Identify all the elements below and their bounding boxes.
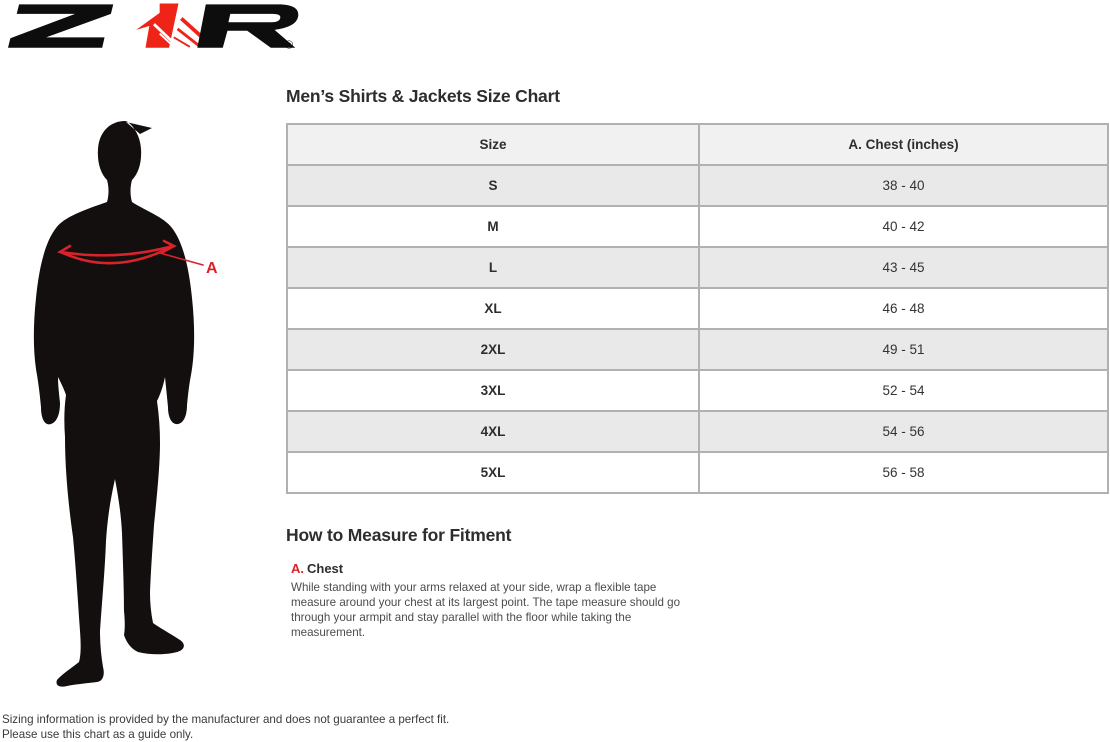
table-header-row [287,124,1108,165]
measurement-figure [14,113,220,691]
brand-logo [8,3,300,51]
table-row [287,165,1108,206]
size-cell: 2XL [287,329,699,370]
size-cell: XL [287,288,699,329]
footer-disclaimer-line1: Sizing information is provided by the manufacturer and does not guarantee a perfect fit. [2,713,449,728]
chest-cell: 40 - 42 [699,206,1108,247]
figure-label-a: A [206,260,218,277]
size-cell: M [287,206,699,247]
size-cell: 5XL [287,452,699,493]
measure-label-a: A. [291,561,304,576]
size-cell: L [287,247,699,288]
table-row [287,329,1108,370]
size-cell: S [287,165,699,206]
chest-column-header: A. Chest (inches) [699,124,1108,165]
size-cell: 3XL [287,370,699,411]
size-table [286,123,1109,494]
man-silhouette-icon [14,113,220,691]
page-title: Men’s Shirts & Jackets Size Chart [286,86,560,107]
size-cell: 4XL [287,411,699,452]
measure-chest-block [291,561,701,640]
size-column-header: Size [287,124,699,165]
footer-disclaimer [2,713,449,742]
table-row [287,247,1108,288]
chest-cell: 49 - 51 [699,329,1108,370]
chest-cell: 54 - 56 [699,411,1108,452]
measure-name: Chest [307,561,343,576]
footer-disclaimer-line2: Please use this chart as a guide only. [2,728,449,742]
table-row [287,288,1108,329]
chest-cell: 52 - 54 [699,370,1108,411]
chest-cell: 38 - 40 [699,165,1108,206]
table-row [287,452,1108,493]
section-heading: How to Measure for Fitment [286,525,511,546]
table-row [287,411,1108,452]
chest-cell: 46 - 48 [699,288,1108,329]
chest-cell: 43 - 45 [699,247,1108,288]
measure-description: While standing with your arms relaxed at your side, wrap a flexible tape measure around your chest at its largest point. The tape measure should go through your armpit and stay parallel with the floor while taking the measurement. [291,580,699,640]
measure-title [291,561,701,576]
chest-cell: 56 - 58 [699,452,1108,493]
table-row [287,370,1108,411]
registered-mark: ® [285,40,294,51]
table-row [287,206,1108,247]
z1r-logo-icon [8,3,300,51]
